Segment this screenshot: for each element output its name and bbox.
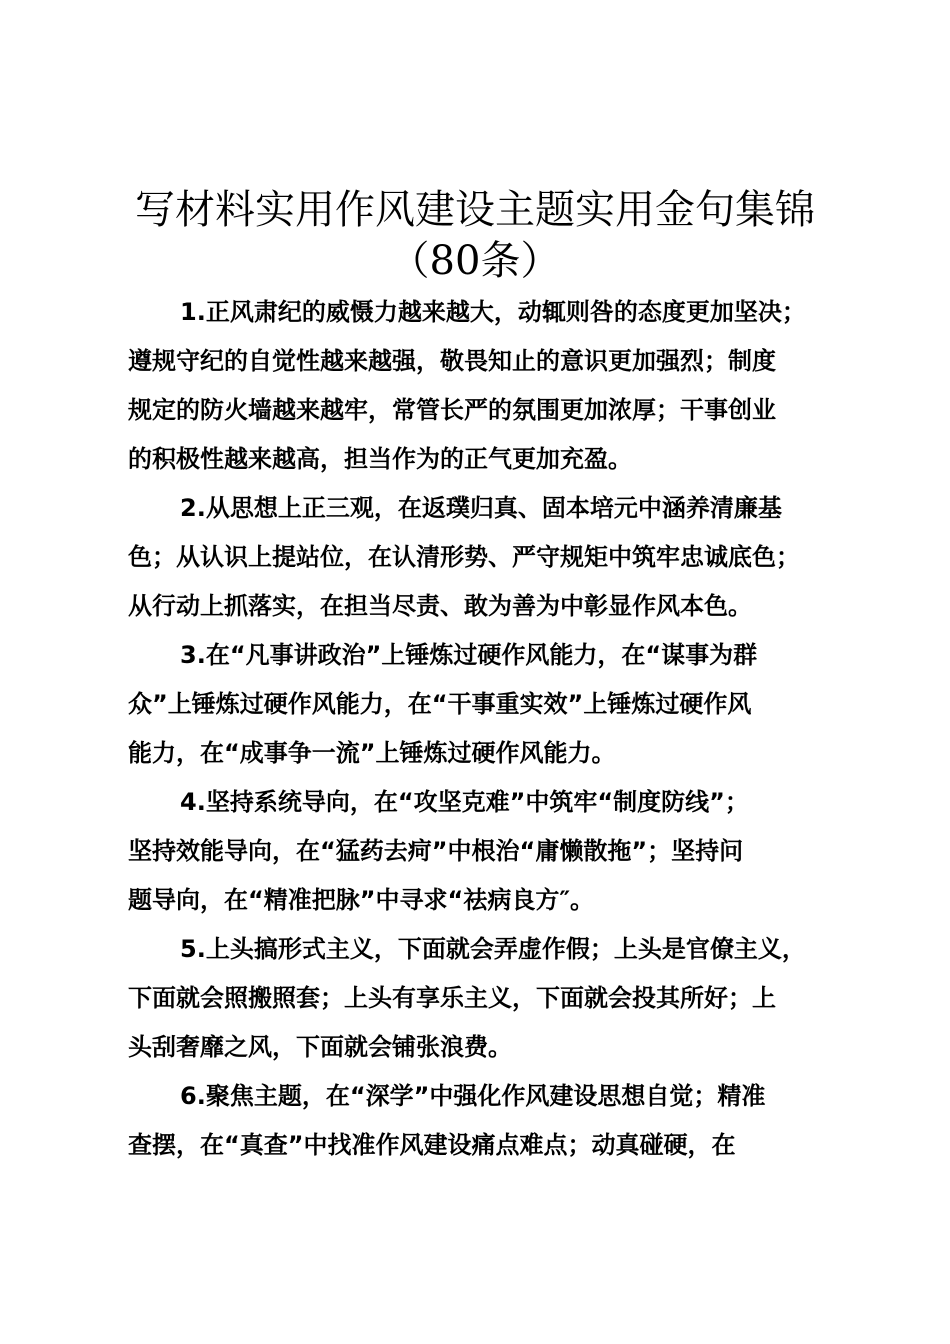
paragraph-line: 规定的防火墙越来越牢，常管长严的氛围更加浓厚；干事创业 xyxy=(128,396,776,424)
paragraph-line: 4.坚持系统导向，在“攻坚克难”中筑牢“制度防线”； xyxy=(180,788,749,816)
paragraph-line: 题导向，在“精准把脉”中寻求“祛病良方″。 xyxy=(128,886,595,914)
paragraph-line: 6.聚焦主题，在“深学”中强化作风建设思想自觉；精准 xyxy=(180,1082,766,1110)
paragraph-line: 遵规守纪的自觉性越来越强，敬畏知止的意识更加强烈；制度 xyxy=(128,347,776,375)
paragraph-3 xyxy=(128,631,848,778)
paragraph-line: 2.从思想上正三观，在返璞归真、固本培元中涵养清廉基 xyxy=(180,494,782,522)
paragraph-line: 的积极性越来越高，担当作为的正气更加充盈。 xyxy=(128,445,632,473)
paragraph-6 xyxy=(128,1072,848,1170)
paragraph-line: 头刮奢靡之风，下面就会铺张浪费。 xyxy=(128,1033,512,1061)
paragraph-line: 下面就会照搬照套；上头有享乐主义，下面就会投其所好；上 xyxy=(128,984,776,1012)
paragraph-line: 1.正风肃纪的威慑力越来越大，动辄则咎的态度更加坚决； xyxy=(180,298,806,326)
paragraph-line: 能力，在“成事争一流”上锤炼过硬作风能力。 xyxy=(128,739,616,767)
paragraph-line: 众”上锤炼过硬作风能力，在“干事重实效”上锤炼过硬作风 xyxy=(128,690,752,718)
document-title: 写材料实用作风建设主题实用金句集锦 xyxy=(135,187,815,233)
paragraph-line: 色；从认识上提站位，在认清形势、严守规矩中筑牢忠诚底色； xyxy=(128,543,800,571)
paragraph-4 xyxy=(128,778,848,925)
paragraph-5 xyxy=(128,925,848,1072)
paragraph-line: 5.上头搞形式主义，下面就会弄虚作假；上头是官僚主义， xyxy=(180,935,806,963)
paragraph-line: 3.在“凡事讲政治”上锤炼过硬作风能力，在“谋事为群 xyxy=(180,641,758,669)
paragraph-1 xyxy=(128,288,848,484)
paragraph-line: 从行动上抓落实，在担当尽责、敢为善为中彰显作风本色。 xyxy=(128,592,752,620)
document-body xyxy=(128,288,848,1170)
paragraph-line: 坚持效能导向，在“猛药去疴”中根治“庸懒散拖”；坚持问 xyxy=(128,837,744,865)
paragraph-2 xyxy=(128,484,848,631)
paragraph-line: 查摆，在“真查”中找准作风建设痛点难点；动真碰硬，在 xyxy=(128,1131,736,1159)
document-title-count: （80条） xyxy=(389,238,561,284)
